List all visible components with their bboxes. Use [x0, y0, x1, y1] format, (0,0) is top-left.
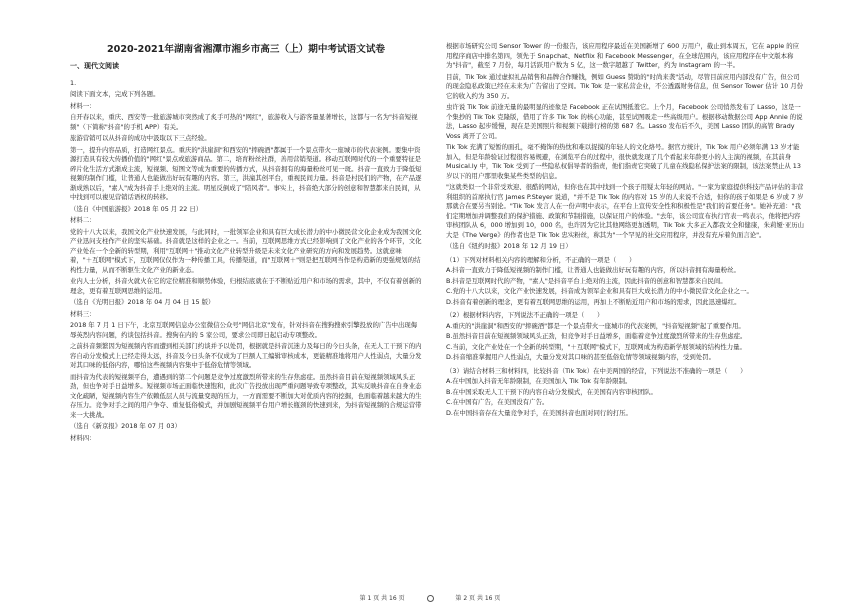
material-paragraph: 目前，Tik Tok 通过虚拟礼品销售和品牌合作赚钱，例如 Guess 赞助的"时尚来袭"活动，尽管目前应用内部没有广告，但公司的现金隐私政策已经在未来为广告留出了空间。Tik Tok 是一家私营企业，不公透露财务信息，但 Sensor Tower 估计 10 月份它的收入约为 350 万。 — [446, 72, 804, 100]
answer-option: A.在中国加入抖音无年龄限制，在美国加入 Tik Tok 有年龄限制。 — [446, 377, 632, 385]
question-number: 1. — [70, 78, 77, 87]
material-paragraph: 之前抖音频繁因为短视频内容而遭到相关部门约谈并予以处罚，根据就是抖音沉迷力及每日的今日头条，在无人工干预下的内容自动分发模式上已经走得太远，抖音及今日头条不仅成为了巨额人工编辑审核成本，更能精准地将用户人性弱点，大量分发对其口味的低俗内容，哪怕这些视频内容集中于低俗危情等领域。 — [70, 342, 422, 369]
material-label: 材料三： — [70, 309, 96, 318]
answer-option: C.当前，文化产业处在一个全新的转型期，"＋互联网"模式下，互联网成为构造新学展领域的结构性力量。 — [446, 342, 746, 351]
page-footer — [0, 594, 860, 608]
material-paragraph: 而抖音为代表的短视频平台，遭遇到的第二个问题是竞争过度激烈所带来的生存焦虑症。虽然抖音目前在短视频领域风头正劲，但也争对手日益增多。短视频市场正面临快速饱和，此次广告投放出现严重问题导致专项整改，其实反映抖音在自身业态文化疏陋，短视频内容生产依赖低层人员与流量变现的压力，一方面需要不断加大对优质内容的挖掘，也面临着越来越大的生存压力。竞争对手之间的用户争夺、重复低俗模式，并加剧短视频平台用户增长瓶颈的快速到来，为抖音短视频的合规运营带来一大挑战。 — [70, 372, 422, 419]
section-heading: 一、现代文阅读 — [70, 62, 119, 70]
material-paragraph: 党的十八大以来，我国文化产业快速发展，与此同时，一批领军企业和具有巨大成长潜力的中小微民营文化企业成为我国文化产业迅问支柱作产业的坚实基础。抖音就是这样的企业之一。当前，互联网思维方式已经影响到了文化产业的各个环节，文化产业处在一个全新的转型期，利用"互联网＋"推动文化产业转型升级是未来文化产业研究的方向和发展趋势。这就意味着，"＋互联网"模式下，互联网仅仅作为一种传播工具，传播渠道，而"互联网＋"则是把互联网当作是构造新的更强规划的结构性力量，从而不断驱生文化产业的新业态。 — [70, 227, 422, 274]
question-stem: （1）下列对材料相关内容的理解和分析，不正确的一项是（ ） — [446, 255, 636, 264]
instruction-text: 阅读下面文本，完成下列各题。 — [70, 90, 160, 98]
right-column — [446, 0, 804, 592]
page-number-right: 第 2 页 共 16 页 — [455, 595, 501, 602]
material-paragraph: 第一，提升内容品质，打造网红景点。重庆的"洪崖洞"和西安的"摔碗酒"都属于一个景点带火一座城市的代表案例。要集中资源打造具有较大传播价值的"网红"景点或旅游商品。第二，培育粉丝社群，善用营销渠道。移动互联网时代的一个重要特征是碎片化生活方式渐成主流，短视频、短图文等成为重要的传播方式，从抖音拥有的海量粉丝可见一斑。抖音一直致力于降低短视频的制作门槛，让普通人也能做出好玩有趣的内容。第三，洪潼其创平台，重视民间力量。抖音是村民们的产物，在产品逐渐成熟以后，"素人"成为抖音手上绝对的主流。明星反倒成了"陪风者"。事实上，抖音绝大部分的创意和智慧都来自民间，从中找到可以複见营销话语权的转移。 — [70, 145, 422, 201]
circle-icon — [427, 595, 434, 602]
material-source: （选自《纽约时报》2018 年 12 月 19 日） — [446, 242, 572, 250]
material-label: 材料二： — [70, 216, 96, 224]
answer-option: D.抖音缩准掌握用户人性弱点，大量分发对其口味的甚至低俗危情等领域视频内容，受到处罚。 — [446, 353, 715, 361]
question-3 — [446, 367, 804, 419]
material-paragraph: 业内人士分析，抖音火就火在它的定位精准和顺势体验，归根结底就在于不断贴近用户和市场的需求，其中，不仅有着创新的理念，更有着互联网思维的运用。 — [70, 277, 422, 295]
answer-option: B.抖音是互联网时代的产物，"素人"是抖音平台上绝对的主流，因此抖音的创意和智慧都来自民间。 — [446, 276, 727, 285]
question-stem: （3）请结合材料三和材料四，比较抖音（Tik Tok）在中美两国的经营，下列说法不准确的一项是（ ） — [446, 366, 747, 375]
material-source: （选自《光明日报》2018 年 04 月 04 日 15 版） — [70, 298, 215, 306]
material-source: （选自《中国旅游报》2018 年 05 月 22 日） — [70, 204, 203, 213]
answer-option: D.在中国抖音存在大量竞争对手，在美国抖音也面对同行的打压。 — [446, 408, 632, 417]
answer-option: B.在中国采取无人工干预下的内容自动分发模式，在美国有内容审核团队。 — [446, 387, 657, 396]
question-1 — [446, 256, 804, 308]
answer-option: A.抖音一直致力于降低短视频的制作门槛，让普通人也能做出好玩有趣的内容，所以抖音拥有海量粉丝。 — [446, 266, 740, 274]
question-stem: （2）根据材料内容，下列说法不正确的一项是（ ） — [446, 311, 604, 319]
material-paragraph: 根据市场研究公司 Sensor Tower 的一份报告，该应用程序最近在美国新增了 600 万用户，截止到本周五，它在 apple 的应用程序商店中排名第四，领先于 Snapchat、Netflix 和 Facebook Messenger，在全球范围内，该应用程序在中文版本称为"抖音"，截至 7 月份，每月活跃用户数为 5 亿，这一数字超越了 Twitter，约为 Instagram 的一半。 — [446, 42, 799, 69]
answer-option: C.党的十八大以来，文化产业快速发展，抖音成为领军企业和具有巨大成长潜力的中小微民营文化企业之一。 — [446, 287, 753, 295]
left-column — [70, 0, 422, 592]
material-paragraph: 自开春以来，重庆、西安等一批旅游城市突然成了炙手可热的"网红"，旅游收入与游客量显著增长，这都与一名为"抖音短视频"（下简称"抖音"的手机 APP）有关。 — [70, 113, 418, 131]
page-number-left: 第 1 页 共 16 页 — [359, 595, 405, 602]
material-paragraph: 旅游营销可以从抖音的成功中汲取以下三点经验。 — [70, 134, 211, 142]
question-2 — [446, 311, 804, 363]
material-source: （选自《新京报》2018 年 07 月 03） — [70, 422, 181, 430]
material-paragraph: Tik Tok 充满了短暂的面孔，毫不掩饰的热忱和难以捉摸的年轻人的文化烙号。据官方统计，Tik Tok 用户必须年满 13 岁才能加入，但是年龄验证过程很容易规避，在浏览平台的过程中，很快就发现了几个看起来年龄更小的人主演的视频，在其前身 Musical.ly 中，Tik Tok 受到了一些隐私权倡导者的指责，他们指责它突破了儿童在线隐私保护法案的限制，该法案禁止从 13 岁以下的用户那里收集某些类型的信息。 — [446, 143, 801, 180]
material-label: 材料四： — [70, 433, 96, 442]
material-paragraph: 虫许说 Tik Tok 前途无量的最明显的迹象是 Facebook 正在试图抵羞它。上个月，Facebook 公司悄然发布了 Lasso，这是一个集抄的 Tik Tok 克隆版，借用了许多 Tik Tok 的核心功能，甚至试图吸走一些高级用户。根据移动数据公司 App Annie 的说法，Lasso 起步缓慢，现在是美国照片和视频下载排行榜的第 687 名。Lasso 发布后不久，美国 Lasso 团队的高管 Brady Voss 离开了公司。 — [446, 103, 803, 140]
material-paragraph: 2018 年 7 月 1 日下午，北京互联网信息办公室微信公众号"网信北京"发布，针对抖音在搜狗搜索引擎投放的广告中出现侮辱英烈内容问题，约谈包括抖音。搜狗在内的 5 家公司，要求公司即日起启动专项整改。 — [70, 321, 418, 339]
answer-option: D.抖音有着创新的理念，更有着互联网思维的运用，再加上不断贴近用户和市场的需求，因此迅速爆红。 — [446, 297, 741, 306]
material-paragraph: "这就类似一个非常受欢迎、很酷的网站，但你也在其中找到一个孩子用疑太年轻的网站。"一家为家庭提供科技产品评估的非营利组织的首席执行官 James P.Steyer 说道，"并不是 Tik Tok 的内容对 15 岁的人来说不合适，但你的孩子如果是 6 岁或 7 岁那就合在要另当别论。"Tik Tok 发言人在一份声明中表示，在平台上宣传安全性和积极性是"我们的首要任务"。她补充道："我们定期增加并调整我们的保护措施、政策和节制措施，以保证用户的体验。"去年，该公司宣布执行官表一鸣表示，他将把内容审核团队从 6，000 增加到 10，000 名，也许因为它比其他网络更加透明，Tik Tok 大多正入都我文全和健康，朱莉娅·亚历山大是《The Verge》的作者也是 Tik Tok 忠实粉丝，称其为"一个罕见的社交应用程序，并没有充斥着负面言论"。 — [446, 183, 804, 239]
answer-option: C.在中国有广告，在美国没有广告。 — [446, 398, 549, 406]
document-title: 2020-2021年湖南省湘潭市湘乡市高三（上）期中考试语文试卷 — [106, 44, 386, 55]
material-label: 材料一： — [70, 101, 96, 110]
answer-option: B.虽然抖音目前在短视频领域风头正劲，但竞争对手日益增多，面临着竞争过度激烈所带来的生存焦虑症。 — [446, 332, 747, 340]
answer-option: A.重庆的"洪崖洞"和西安的"摔碗酒"都是一个景点带火一座城市的代表案例，"抖音短视频"起了重要作用。 — [446, 321, 745, 330]
